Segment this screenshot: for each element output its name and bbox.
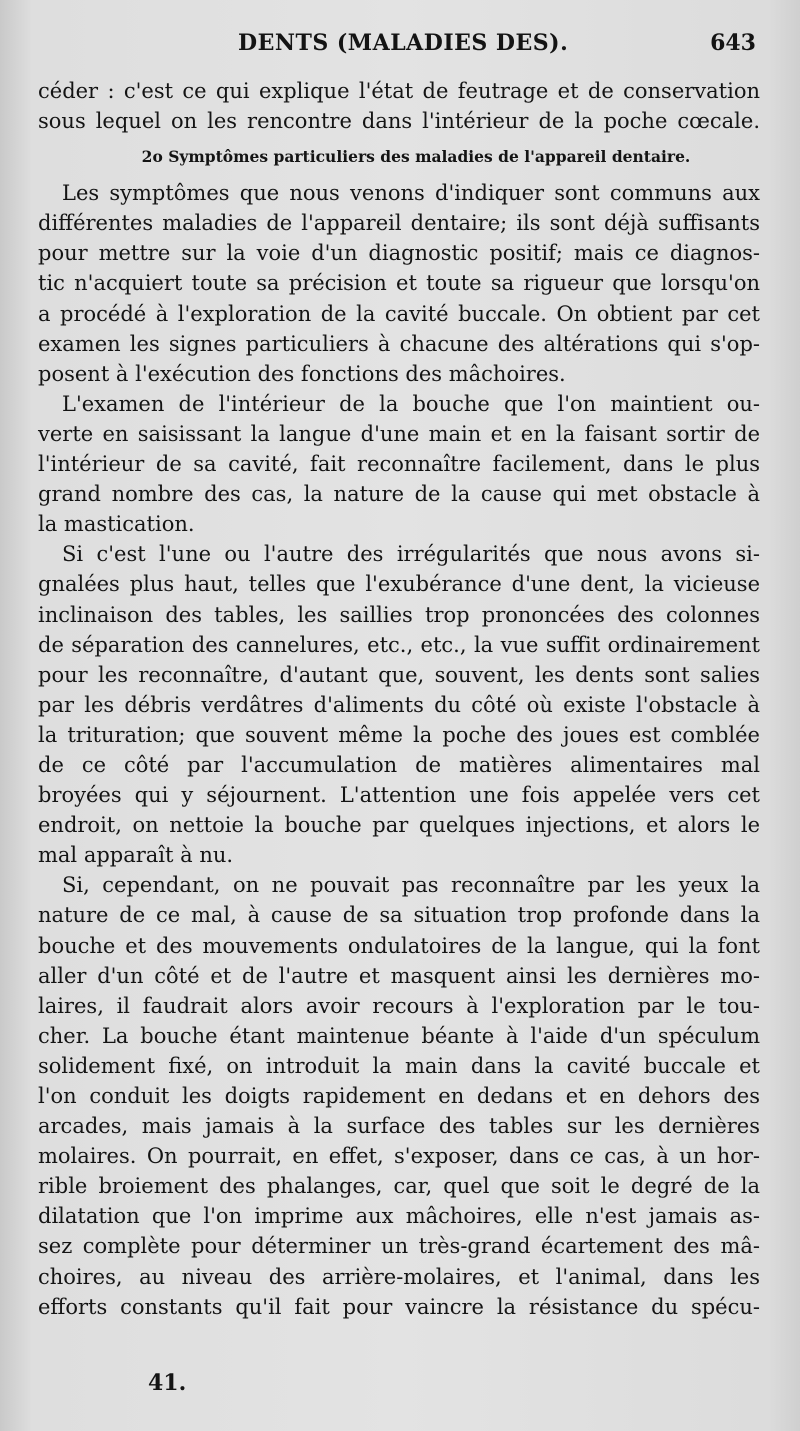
text-line: rible broiement des phalanges, car, quel que soit le degré de la: [38, 1174, 760, 1199]
text-line: inclinaison des tables, les saillies trop prononcées des colonnes: [38, 602, 760, 627]
text-line: sous lequel on les rencontre dans l'intérieur de la poche cœcale.: [38, 109, 760, 134]
text-line: différentes maladies de l'appareil dentaire; ils sont déjà suffisants: [38, 211, 760, 236]
page-header: [0, 26, 800, 66]
section-subheading: 2o Symptômes particuliers des maladies de l'appareil dentaire.: [141, 147, 691, 167]
text-line: de séparation des cannelures, etc., etc., la vue suffit ordinairement: [38, 632, 760, 657]
text-line: la trituration; que souvent même la poche des joues est comblée: [38, 722, 760, 747]
text-line: choires, au niveau des arrière-molaires, et l'animal, dans les: [38, 1264, 760, 1289]
body-text: [38, 76, 760, 1322]
text-line: nature de ce mal, à cause de sa situation trop profonde dans la: [38, 903, 760, 928]
text-line: dilatation que l'on imprime aux mâchoires, elle n'est jamais as-: [38, 1204, 760, 1229]
text-line: L'examen de l'intérieur de la bouche que l'on maintient ou-: [62, 391, 760, 416]
text-line: broyées qui y séjournent. L'attention une fois appelée vers cet: [38, 783, 760, 808]
text-line: endroit, on nettoie la bouche par quelques injections, et alors le: [38, 813, 760, 838]
text-line: Si, cependant, on ne pouvait pas reconnaître par les yeux la: [62, 873, 760, 898]
text-line: posent à l'exécution des fonctions des mâchoires.: [38, 361, 566, 386]
text-line: arcades, mais jamais à la surface des tables sur les dernières: [38, 1114, 760, 1139]
text-line: verte en saisissant la langue d'une main et en la faisant sortir de: [38, 421, 760, 446]
text-line: de ce côté par l'accumulation de matières alimentaires mal: [38, 752, 760, 777]
text-line: Les symptômes que nous venons d'indiquer sont communs aux: [62, 181, 760, 206]
text-line: efforts constants qu'il fait pour vaincre la résistance du spécu-: [38, 1294, 760, 1319]
text-line: mal apparaît à nu.: [38, 843, 234, 868]
page-number: 643: [710, 30, 756, 56]
text-line: sez complète pour déterminer un très-grand écartement des mâ-: [38, 1234, 760, 1259]
text-line: grand nombre des cas, la nature de la cause qui met obstacle à: [38, 482, 760, 507]
text-line: cher. La bouche étant maintenue béante à l'aide d'un spéculum: [38, 1023, 760, 1048]
text-line: gnalées plus haut, telles que l'exubérance d'une dent, la vicieuse: [38, 572, 760, 597]
text-line: tic n'acquiert toute sa précision et toute sa rigueur que lorsqu'on: [38, 271, 760, 296]
signature-mark: 41.: [148, 1370, 187, 1396]
text-line: Si c'est l'une ou l'autre des irrégularités que nous avons si-: [62, 542, 760, 567]
text-line: aller d'un côté et de l'autre et masquent ainsi les dernières mo-: [38, 963, 760, 988]
text-line: a procédé à l'exploration de la cavité buccale. On obtient par cet: [38, 301, 760, 326]
text-line: bouche et des mouvements ondulatoires de la langue, qui la font: [38, 933, 760, 958]
text-line: céder : c'est ce qui explique l'état de feutrage et de conservation: [38, 79, 760, 103]
text-line: molaires. On pourrait, en effet, s'exposer, dans ce cas, à un hor-: [38, 1144, 760, 1169]
text-line: examen les signes particuliers à chacune des altérations qui s'op-: [38, 331, 760, 356]
text-line: l'on conduit les doigts rapidement en dedans et en dehors des: [38, 1084, 760, 1108]
text-line: solidement fixé, on introduit la main dans la cavité buccale et: [38, 1053, 760, 1078]
text-line: l'intérieur de sa cavité, fait reconnaître facilement, dans le plus: [38, 452, 760, 477]
text-line: pour les reconnaître, d'autant que, souvent, les dents sont salies: [38, 662, 760, 687]
text-line: pour mettre sur la voie d'un diagnostic positif; mais ce diagnos-: [38, 241, 760, 266]
text-line: laires, il faudrait alors avoir recours à l'exploration par le tou-: [38, 993, 760, 1018]
text-line: la mastication.: [38, 512, 195, 537]
text-line: par les débris verdâtres d'aliments du côté où existe l'obstacle à: [38, 692, 760, 717]
running-head: DENTS (MALADIES DES).: [238, 30, 569, 56]
